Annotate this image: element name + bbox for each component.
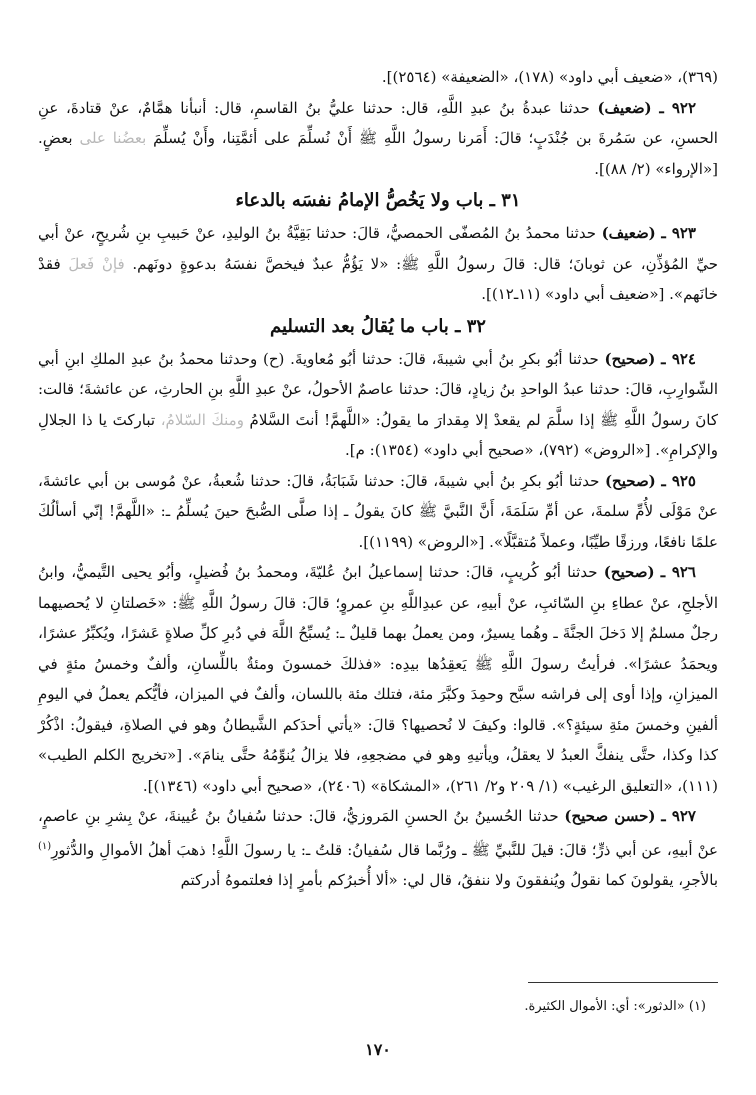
- hadith-text-faded: بعضُنا على: [79, 129, 147, 147]
- hadith-text: حدثنا عبدةُ بنُ عبدِ اللَّهِ، قال: حدثنا عليُّ بنُ القاسمِ، قال: أنبأنا همَّامٌ، عنْ قتادةَ، عنِ الحسنِ، عن سَمُرةَ بن جُنْدَبٍ؛ قالَ: أَمَرنا رسولُ اللَّهِ ﷺ أَنْ نُسلِّمَ على أئمَّتِنا، وأَنْ يُسلِّمَ: [38, 98, 718, 147]
- hadith-text-faded: ومنكَ السّلامُ،: [160, 410, 244, 429]
- hadith-grade: (ضعيف): [601, 224, 656, 242]
- hadith-text: حدثنا أبُو بكرِ بنُ أبي شيبةَ، قالَ: حدثنا شَبَابَةُ، قالَ: حدثنا شُعبةُ، عنْ مُوسى بن أبي عائشةَ، عنْ مَوْلَى لأُمِّ سلمةَ، عن أمِّ سَلَمَةَ، أَنَّ النَّبيَّ ﷺ كانَ يقولُ ـ إذا صلَّى الصُّبحَ حينَ يُسلِّمُ ـ: «اللَّهمَّ! إنّي أسألُكَ علمًا نافعًا، ورزقًا طيِّبًا، وعملاً مُتقبَّلًا». [«الروض» (١١٩٩)].: [38, 471, 718, 551]
- page-body: [38, 62, 718, 1095]
- hadith-927: [38, 801, 718, 896]
- footnote: [38, 996, 706, 1018]
- hadith-text: حدثنا الحُسينُ بنُ الحسنِ المَروزيُّ، قالَ: حدثنا سُفيانُ بنُ عُيينةَ، عنْ بِشرِ بنِ عاصمٍ، عنْ أبيهِ، عن أبي ذرٍّ؛ قالَ: قيلَ للنَّبيِّ ﷺ ـ ورُبَّما قال سُفيانُ: قلتُ ـ: يا رسولَ اللَّهِ! ذهبَ أهلُ الأموالِ والدُّثورِ: [38, 807, 718, 859]
- hadith-text: حدثنا أبُو كُريبٍ، قالَ: حدثنا إسماعيلُ ابنُ عُليّةَ، ومحمدُ بنُ فُضيلٍ، وأبُو يحيى التَّيميُّ، وابنُ الأجلحِ، عنْ عطاءِ بنِ السّائبِ، عنْ أبيهِ، عن عبدِاللَّهِ بنِ عمروٍ؛ قالَ: قالَ رسولُ اللَّهِ ﷺ: «خَصلتانِ لا يُحصيهما رجلٌ مسلمٌ إلا دَخلَ الجنَّةَ ـ وهُما يسيرٌ، ومن يعملُ بهما قليلٌ ـ: يُسبِّحُ اللَّهَ في دُبرِ كلِّ صلاةٍ عَشرًا، ويُكبِّرُ عشرًا، ويحمَدُ عشرًا». فرأيتُ رسولَ اللَّهِ ﷺ يَعقِدُها بيدِه: «فذلكَ خمسونَ ومئةٌ باللِّسانِ، وألفٌ وخمسُ مئةٍ في الميزانِ، وإذا أوى إلى فراشه سبَّح وحمِدَ وكبَّرَ مئة، فتلك مئة باللسان، وألفٌ في الميزان، فأيُّكم يعملُ في اليومِ ألفينِ وخمسَ مئةِ سيئةٍ؟». قالوا: وكيفَ لا نُحصيها؟ قالَ: «يأتي أحدَكم الشَّيطانُ وهو في الصلاةِ، فيقولُ: اذْكُرْ كذا وكذا، حتَّى ينفكَّ العبدُ لا يعقلُ، ويأتيهِ وهو في مضجعِهِ، فلا يزالُ يُنوِّمُهُ حتَّى ينامَ». [«تخريج الكلم الطيب» (١١١)، «التعليق الرغيب» (١/ ٢٠٩ و٢/ ٢٦١)، «المشكاة» (٢٤٠٦)، «صحيح أبي داود» (١٣٤٦)].: [38, 563, 718, 795]
- hadith-number: ٩٢٣ ـ: [661, 224, 696, 242]
- hadith-926: [38, 557, 718, 801]
- hadith-text-end: فقدْ خانَهم». [«ضعيف أبي داود» (١١ـ١٢)].: [38, 254, 718, 303]
- hadith-922: [38, 93, 718, 185]
- footnote-divider: [528, 982, 718, 983]
- hadith-923: [38, 218, 718, 310]
- footnote-number: (١): [688, 999, 706, 1014]
- hadith-grade: (حسن صحيح): [564, 807, 656, 825]
- hadith-number: ٩٢٧ ـ: [661, 807, 696, 825]
- hadith-text-faded: فإنْ فَعلَ: [68, 254, 125, 273]
- hadith-number: ٩٢٥ ـ: [661, 471, 696, 490]
- continuation-line: [38, 62, 718, 93]
- hadith-grade: (صحيح): [604, 349, 656, 368]
- hadith-number: ٩٢٢ ـ: [659, 98, 696, 117]
- footnote-marker[interactable]: (١): [38, 840, 52, 852]
- hadith-number: ٩٢٤ ـ: [661, 349, 696, 368]
- page-number: ١٧٠: [365, 1040, 391, 1059]
- hadith-924: [38, 344, 718, 466]
- hadith-text-end: تباركتَ يا ذا الجلالِ والإكرامِ». [«الروض» (٧٩٢)، «صحيح أبي داود» (١٣٥٤): م].: [38, 410, 718, 459]
- hadith-text-end: بعضٍ. [«الإرواء» (٢/ ٨٨)].: [38, 129, 718, 178]
- footnote-text: «الدثور»: أي: الأموال الكثيرة.: [524, 999, 685, 1014]
- hadith-grade: (صحيح): [603, 563, 655, 581]
- hadith-925: [38, 466, 718, 558]
- hadith-number: ٩٢٦ ـ: [660, 563, 696, 581]
- hadith-text: حدثنا محمدُ بنُ المُصفّى الحمصيُّ، قالَ: حدثنا بَقِيَّةُ بنُ الوليدِ، عنْ حَبيبِ بنِ شُريحٍ، عنْ أبي حيِّ المُؤذِّنِ، عن ثوبانَ؛ قال: قالَ رسولُ اللَّهِ ﷺ: «لا يَؤُمُّ عبدٌ فيخصَّ نفسَهُ بدعوةٍ دونَهم.: [38, 224, 718, 273]
- reference-text: (٣٦٩)، «ضعيف أبي داود» (١٧٨)، «الضعيفة» (٢٥٦٤)].: [381, 68, 718, 86]
- hadith-text: حدثنا أبُو بكرِ بنُ أبي شيبةَ، قالَ: حدثنا أبُو مُعاويةَ. (ح) وحدثنا محمدُ بنُ عبدِ الملكِ ابنِ أبي الشّوارِبِ، قالَ: حدثنا عبدُ الواحدِ بنُ زيادٍ، قالَ: حدثنا عاصمٌ الأحولُ، عنْ عبدِ اللَّهِ بنِ الحارثِ، عن عائشةَ؛ قالت: كانَ رسولُ اللَّهِ ﷺ إذا سلَّمَ لم يقعدْ إلا مِقدارَ ما يقولُ: «اللَّهمَّ! أنتَ السَّلامُ: [38, 349, 718, 429]
- hadith-grade: (صحيح): [604, 471, 656, 490]
- chapter-heading-31: ٣١ ـ باب ولا يَخُصُّ الإمامُ نفسَه بالدعاء: [235, 190, 521, 211]
- hadith-grade: (ضعيف): [597, 98, 652, 117]
- hadith-text-end: بالأجرِ، يقولونَ كما نقولُ ويُنفقونَ ولا ننفقُ، قال لي: «ألا أُخبرُكم بأمرٍ إذا فعلتموهُ أدركتم: [180, 871, 718, 889]
- chapter-heading-32: ٣٢ ـ باب ما يُقالُ بعد التسليم: [270, 315, 486, 337]
